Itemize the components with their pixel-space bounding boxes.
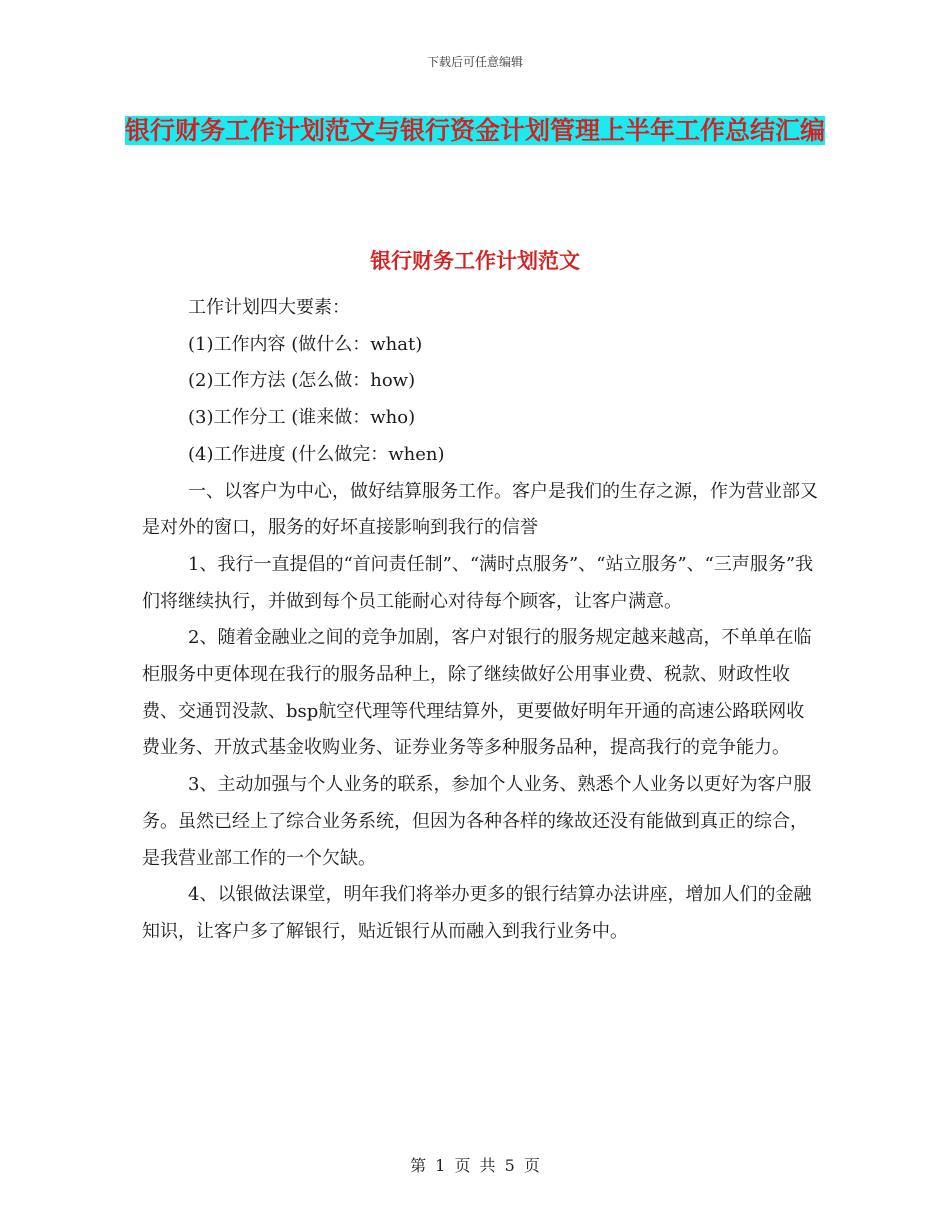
document-title-text: 银行财务工作计划范文与银行资金计划管理上半年工作总结汇编 <box>124 116 825 145</box>
paragraph: 1、我行一直提倡的“首问责任制”、“满时点服务”、“站立服务”、“三声服务”我们将继续执行，并做到每个员工能耐心对待每个顾客，让客户满意。 <box>142 553 814 612</box>
document-title <box>120 108 830 154</box>
section-title: 银行财务工作计划范文 <box>370 249 580 273</box>
paragraph: 一、以客户为中心，做好结算服务工作。客户是我们的生存之源，作为营业部又是对外的窗口，服务的好坏直接影响到我行的信誉 <box>142 480 818 539</box>
paragraph: 2、随着金融业之间的竞争加剧，客户对银行的服务规定越来越高，不单单在临柜服务中更体现在我行的服务品种上，除了继续做好公用事业费、税款、财政性收费、交通罚没款、bsp航空代理等代理结算外，更要做好明年开通的高速公路联网收费业务、开放式基金收购业务、证券业务等多种服务品种，提高我行的竞争能力。 <box>142 627 812 759</box>
paragraph: 3、主动加强与个人业务的联系，参加个人业务、熟悉个人业务以更好为客户服务。虽然已经上了综合业务系统，但因为各种各样的缘故还没有能做到真正的综合，是我营业部工作的一个欠缺。 <box>142 774 812 869</box>
paragraph: (4)工作进度 (什么做完：when) <box>188 443 445 465</box>
paragraph: (1)工作内容 (做什么：what) <box>188 333 423 355</box>
paragraph: 工作计划四大要素： <box>188 297 350 318</box>
paragraph: (3)工作分工 (谁来做：who) <box>188 407 416 429</box>
paragraph: (2)工作方法 (怎么做：how) <box>188 370 416 392</box>
document-body <box>142 290 822 951</box>
page-number: 第 1 页 共 5 页 <box>410 1156 540 1175</box>
paragraph: 4、以银做法课堂，明年我们将举办更多的银行结算办法讲座，增加人们的金融知识，让客户多了解银行，贴近银行从而融入到我行业务中。 <box>142 884 812 942</box>
header-note: 下载后可任意编辑 <box>426 55 523 69</box>
